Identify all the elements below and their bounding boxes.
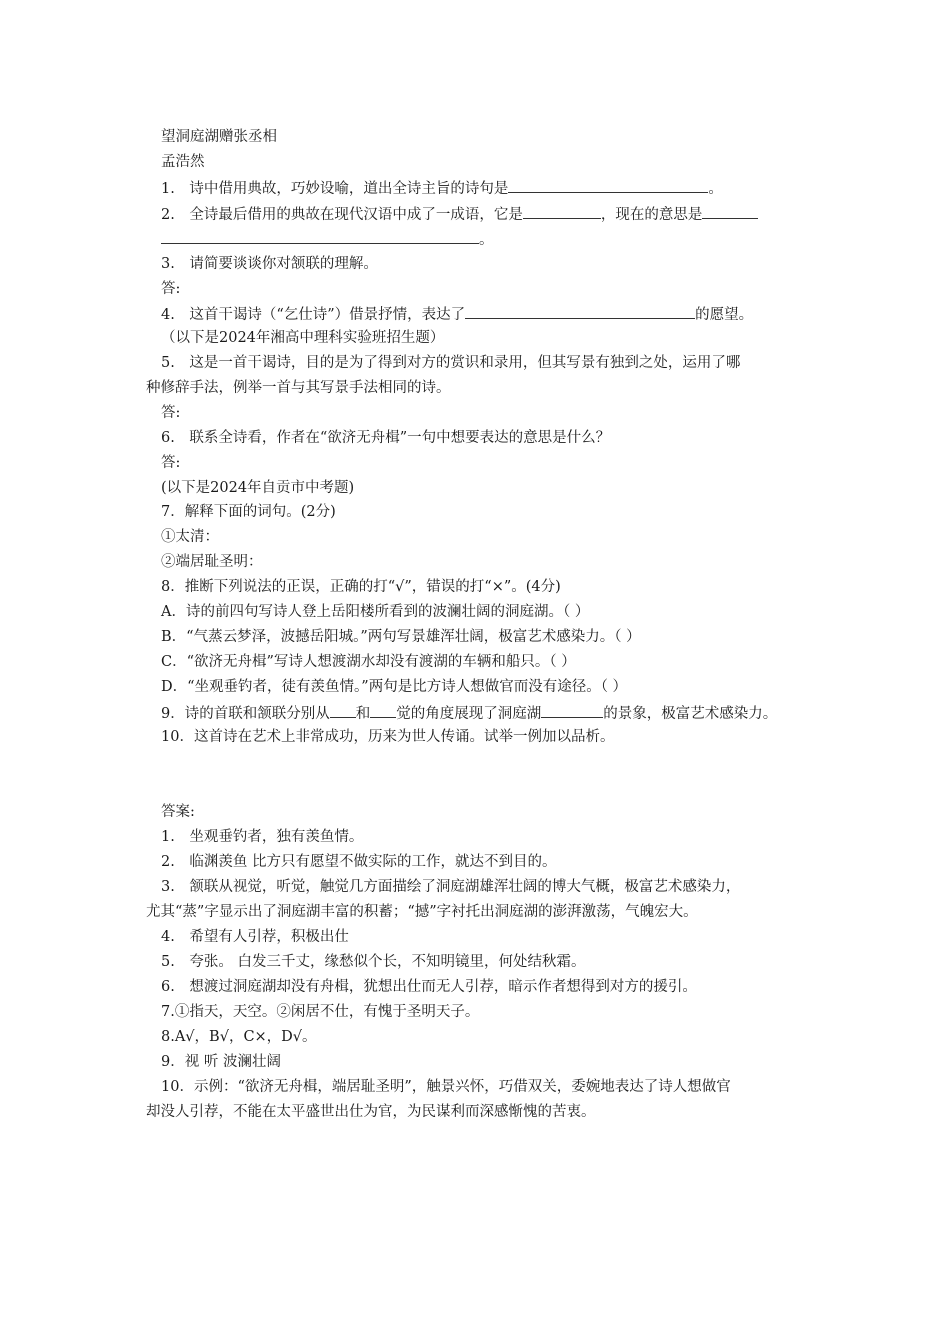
question-7-item-2: ②端居耻圣明： <box>161 554 263 570</box>
question-1-text: 1. 诗中借用典故，巧妙设喻，道出全诗主旨的诗句是 <box>161 181 509 197</box>
answer-blank <box>161 228 479 244</box>
answer-3-line1: 3. 颔联从视觉，听觉，触觉几方面描绘了洞庭湖雄浑壮阔的博大气概，极富艺术感染力， <box>161 879 741 895</box>
question-1 <box>161 177 723 199</box>
question-4-end: 的愿望。 <box>695 307 754 323</box>
section-note-1: （以下是2024年湘高中理科实验班招生题） <box>161 330 445 346</box>
answer-9: 9．视 听 波澜壮阔 <box>161 1054 281 1070</box>
answers-header: 答案: <box>161 804 195 820</box>
question-5-line1: 5. 这是一首干谒诗，目的是为了得到对方的赏识和录用，但其写景有独到之处，运用了哪 <box>161 355 741 371</box>
answer-1: 1. 坐观垂钓者，独有羡鱼情。 <box>161 829 364 845</box>
answer-blank <box>508 177 708 193</box>
question-9-part-1: 9．诗的首联和颔联分别从 <box>161 706 330 722</box>
poem-title: 望洞庭湖赠张丞相 <box>161 129 277 145</box>
question-9-part-2: 和 <box>355 706 371 722</box>
answer-7: 7.①指天，天空。②闲居不仕，有愧于圣明天子。 <box>161 1004 480 1020</box>
answer-blank <box>330 702 356 718</box>
question-7: 7．解释下面的词句。(2分) <box>161 504 336 520</box>
answer-2: 2. 临渊羡鱼 比方只有愿望不做实际的工作，就达不到目的。 <box>161 854 557 870</box>
question-4 <box>161 303 753 325</box>
answer-blank <box>465 303 695 319</box>
question-8-option-b: B．“气蒸云梦泽，波撼岳阳城。”两句写景雄浑壮阔，极富艺术感染力。（ ） <box>161 629 641 645</box>
answer-10-line1: 10．示例：“欲济无舟楫，端居耻圣明”，触景兴怀，巧借双关，委婉地表达了诗人想做官 <box>161 1079 731 1095</box>
question-9-part-4: 的景象，极富艺术感染力。 <box>603 706 778 722</box>
answer-blank <box>541 702 603 718</box>
question-8-option-c: C．“欲济无舟楫”写诗人想渡湖水却没有渡湖的车辆和船只。（ ） <box>161 654 576 670</box>
answer-label: 答: <box>161 281 181 297</box>
question-2 <box>161 203 758 225</box>
question-5-line2: 种修辞手法，例举一首与其写景手法相同的诗。 <box>146 380 451 396</box>
answer-label: 答: <box>161 405 181 421</box>
question-2-text: 2. 全诗最后借用的典故在现代汉语中成了一成语，它是 <box>161 207 523 223</box>
question-8-option-d: D．“坐观垂钓者，徒有羡鱼情。”两句是比方诗人想做官而没有途径。（ ） <box>161 679 628 695</box>
answer-blank <box>523 203 601 219</box>
answer-blank <box>370 702 396 718</box>
question-9 <box>161 702 777 724</box>
answer-3-line2: 尤其“蒸”字显示出了洞庭湖丰富的积蓄；“撼”字衬托出洞庭湖的澎湃激荡，气魄宏大。 <box>146 904 698 920</box>
answer-8: 8.A√，B√，C×，D√。 <box>161 1029 317 1045</box>
question-2-end: 。 <box>479 232 494 248</box>
answer-10-line2: 却没人引荐，不能在太平盛世出仕为官，为民谋利而深感惭愧的苦衷。 <box>146 1104 596 1120</box>
question-4-text: 4. 这首干谒诗（“乞仕诗”）借景抒情，表达了 <box>161 307 466 323</box>
answer-6: 6. 想渡过洞庭湖却没有舟楫，犹想出仕而无人引荐，暗示作者想得到对方的援引。 <box>161 979 697 995</box>
answer-5: 5. 夸张。 白发三千丈，缘愁似个长，不知明镜里，何处结秋霜。 <box>161 954 586 970</box>
question-6: 6. 联系全诗看，作者在“欲济无舟楫”一句中想要表达的意思是什么？ <box>161 430 611 446</box>
question-8-option-a: A．诗的前四句写诗人登上岳阳楼所看到的波澜壮阔的洞庭湖。（ ） <box>161 604 590 620</box>
poem-author: 孟浩然 <box>161 154 205 170</box>
answer-4: 4. 希望有人引荐，积极出仕 <box>161 929 349 945</box>
answer-label: 答: <box>161 455 181 471</box>
question-8: 8．推断下列说法的正误，正确的打“√”，错误的打“×”。(4分) <box>161 579 561 595</box>
question-2-cont <box>161 228 494 250</box>
question-7-item-1: ①太清： <box>161 529 219 545</box>
question-9-part-3: 觉的角度展现了洞庭湖 <box>396 706 542 722</box>
question-3: 3. 请简要谈谈你对颔联的理解。 <box>161 256 378 272</box>
question-1-end: 。 <box>708 181 723 197</box>
section-note-2: (以下是2024年自贡市中考题) <box>161 480 355 496</box>
question-10: 10．这首诗在艺术上非常成功，历来为世人传诵。试举一例加以品析。 <box>161 729 615 745</box>
answer-blank <box>702 203 758 219</box>
question-2-mid: ，现在的意思是 <box>600 207 703 223</box>
